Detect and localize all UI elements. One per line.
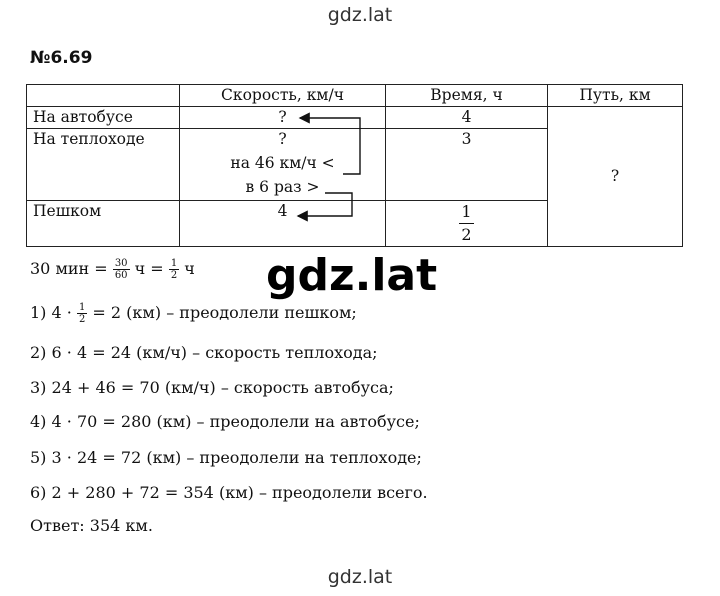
step-4: 4) 4 · 70 = 280 (км) – преодолели на автобусе; xyxy=(30,412,420,431)
row-ship-time: 3 xyxy=(386,129,548,201)
conversion-fraction-2 xyxy=(169,258,179,281)
walk-time-fraction xyxy=(459,201,473,246)
watermark-top: gdz.lat xyxy=(327,4,393,26)
conversion-f1-num: 30 xyxy=(114,258,128,269)
conversion-unit-2: ч xyxy=(184,259,195,278)
step-2: 2) 6 · 4 = 24 (км/ч) – скорость теплохода; xyxy=(30,343,378,362)
conversion-fraction-1 xyxy=(113,258,130,281)
hint-times-less: в 6 раз > xyxy=(245,178,320,196)
watermark-center: gdz.lat xyxy=(262,252,441,300)
step-1-fraction xyxy=(77,302,87,325)
header-speed: Скорость, км/ч xyxy=(180,85,386,107)
row-walk-speed: 4 xyxy=(180,201,386,247)
conversion-unit-1: ч = xyxy=(134,259,164,278)
conversion-f2-num: 1 xyxy=(170,258,178,269)
conversion-f1-den: 60 xyxy=(114,270,128,281)
step-1-pre: 1) 4 · xyxy=(30,303,72,322)
header-empty xyxy=(27,85,180,107)
step-1-num: 1 xyxy=(78,302,86,313)
problem-number: №6.69 xyxy=(30,48,93,68)
total-distance: ? xyxy=(548,107,683,247)
hint-more-by: на 46 км/ч < xyxy=(230,154,335,172)
row-ship-label: На теплоходе xyxy=(27,129,180,201)
step-5: 5) 3 · 24 = 72 (км) – преодолели на теплоходе; xyxy=(30,448,422,467)
walk-time-numerator: 1 xyxy=(459,201,473,224)
conversion-lhs: 30 мин = xyxy=(30,259,108,278)
header-time: Время, ч xyxy=(386,85,548,107)
header-distance: Путь, км xyxy=(548,85,683,107)
step-1 xyxy=(30,302,357,325)
walk-time-denominator: 2 xyxy=(461,225,472,244)
watermark-bottom: gdz.lat xyxy=(327,566,393,588)
conversion-f2-den: 2 xyxy=(170,270,178,281)
step-1-post: = 2 (км) – преодолели пешком; xyxy=(92,303,357,322)
row-ship-speed-cell xyxy=(180,129,386,201)
step-3: 3) 24 + 46 = 70 (км/ч) – скорость автобуса; xyxy=(30,378,394,397)
step-1-den: 2 xyxy=(78,314,86,325)
row-bus-time: 4 xyxy=(386,107,548,129)
answer: Ответ: 354 км. xyxy=(30,516,153,535)
row-bus-speed: ? xyxy=(180,107,386,129)
conversion-line xyxy=(30,258,195,281)
row-bus-label: На автобусе xyxy=(27,107,180,129)
row-walk-label: Пешком xyxy=(27,201,180,247)
row-walk-time xyxy=(386,201,548,247)
data-table xyxy=(26,84,683,247)
row-ship-speed: ? xyxy=(278,130,287,148)
step-6: 6) 2 + 280 + 72 = 354 (км) – преодолели всего. xyxy=(30,483,428,502)
